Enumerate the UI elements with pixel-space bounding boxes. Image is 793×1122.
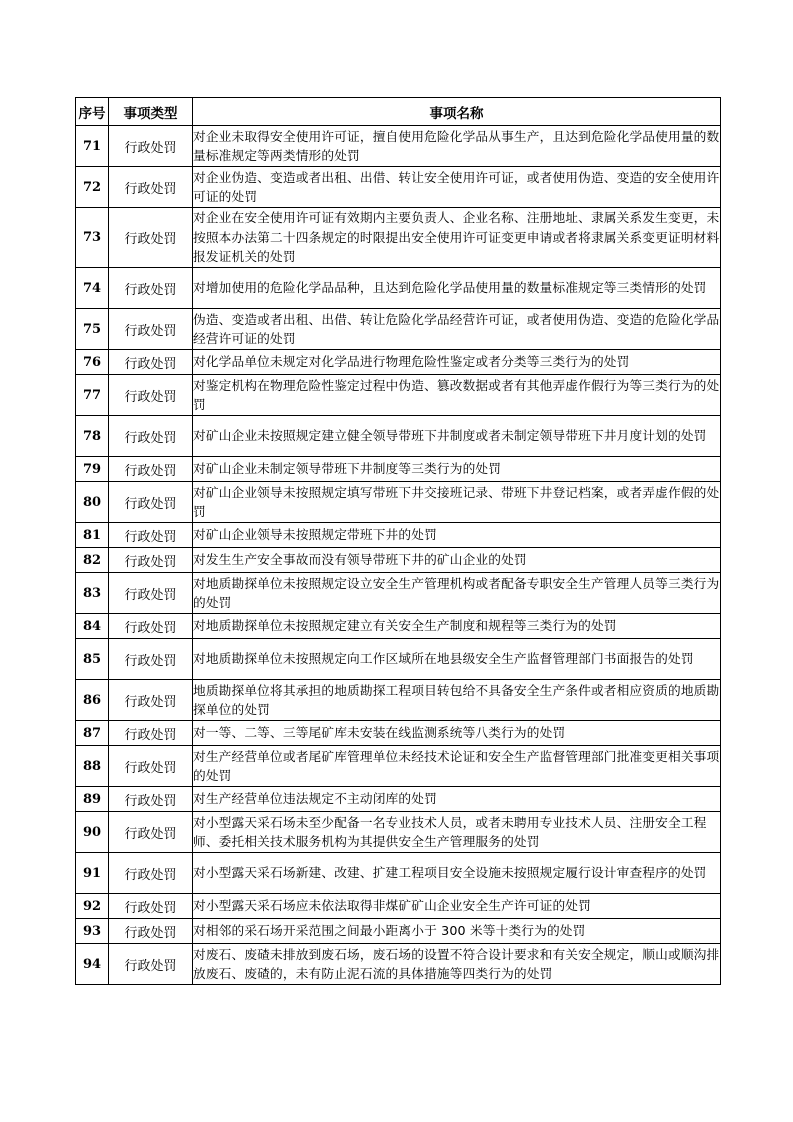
serial-number: 81: [76, 523, 109, 548]
matter-type: 行政处罚: [109, 573, 193, 614]
matter-name: 对增加使用的危险化学品品种，且达到危险化学品使用量的数量标准规定等三类情形的处罚: [193, 268, 721, 309]
serial-number: 93: [76, 919, 109, 944]
table-row: [76, 787, 721, 812]
matter-type: 行政处罚: [109, 853, 193, 894]
table-row: [76, 680, 721, 721]
matter-type: 行政处罚: [109, 944, 193, 985]
matter-name: 对企业未取得安全使用许可证，擅自使用危险化学品从事生产，且达到危险化学品使用量的数量标准规定等两类情形的处罚: [193, 126, 721, 167]
matter-type: 行政处罚: [109, 787, 193, 812]
matter-name: 对矿山企业领导未按照规定填写带班下井交接班记录、带班下井登记档案，或者弄虚作假的处罚: [193, 482, 721, 523]
serial-number: 75: [76, 309, 109, 350]
serial-number: 92: [76, 894, 109, 919]
matter-name: 对鉴定机构在物理危险性鉴定过程中伪造、篡改数据或者有其他弄虚作假行为等三类行为的处罚: [193, 375, 721, 416]
header-matter-name: 事项名称: [193, 98, 721, 126]
matter-type: 行政处罚: [109, 208, 193, 268]
matter-type: 行政处罚: [109, 894, 193, 919]
table-row: [76, 126, 721, 167]
serial-number: 71: [76, 126, 109, 167]
matter-name: 对地质勘探单位未按照规定建立有关安全生产制度和规程等三类行为的处罚: [193, 614, 721, 639]
table-row: [76, 919, 721, 944]
matter-name: 伪造、变造或者出租、出借、转让危险化学品经营许可证，或者使用伪造、变造的危险化学品经营许可证的处罚: [193, 309, 721, 350]
matter-name: 对一等、二等、三等尾矿库未安装在线监测系统等八类行为的处罚: [193, 721, 721, 746]
document-page: [75, 97, 720, 985]
matter-type: 行政处罚: [109, 523, 193, 548]
serial-number: 83: [76, 573, 109, 614]
serial-number: 86: [76, 680, 109, 721]
serial-number: 91: [76, 853, 109, 894]
matter-type: 行政处罚: [109, 350, 193, 375]
serial-number: 87: [76, 721, 109, 746]
matter-name: 对企业伪造、变造或者出租、出借、转让安全使用许可证，或者使用伪造、变造的安全使用许可证的处罚: [193, 167, 721, 208]
serial-number: 88: [76, 746, 109, 787]
matter-type: 行政处罚: [109, 680, 193, 721]
table-row: [76, 548, 721, 573]
serial-number: 72: [76, 167, 109, 208]
matter-type: 行政处罚: [109, 126, 193, 167]
serial-number: 73: [76, 208, 109, 268]
matter-type: 行政处罚: [109, 416, 193, 457]
serial-number: 77: [76, 375, 109, 416]
matter-type: 行政处罚: [109, 614, 193, 639]
matter-type: 行政处罚: [109, 812, 193, 853]
matter-name: 对废石、废碴未排放到废石场，废石场的设置不符合设计要求和有关安全规定，顺山或顺沟排放废石、废碴的，未有防止泥石流的具体措施等四类行为的处罚: [193, 944, 721, 985]
serial-number: 78: [76, 416, 109, 457]
table-row: [76, 523, 721, 548]
matter-name: 对化学品单位未规定对化学品进行物理危险性鉴定或者分类等三类行为的处罚: [193, 350, 721, 375]
table-row: [76, 416, 721, 457]
table-row: [76, 853, 721, 894]
serial-number: 82: [76, 548, 109, 573]
serial-number: 74: [76, 268, 109, 309]
table-row: [76, 721, 721, 746]
matter-type: 行政处罚: [109, 482, 193, 523]
header-matter-type: 事项类型: [109, 98, 193, 126]
serial-number: 94: [76, 944, 109, 985]
serial-number: 80: [76, 482, 109, 523]
matter-name: 对矿山企业领导未按照规定带班下井的处罚: [193, 523, 721, 548]
matter-name: 对矿山企业未按照规定建立健全领导带班下井制度或者未制定领导带班下井月度计划的处罚: [193, 416, 721, 457]
table-row: [76, 894, 721, 919]
matter-type: 行政处罚: [109, 548, 193, 573]
serial-number: 84: [76, 614, 109, 639]
table-header: [76, 98, 721, 126]
serial-number: 89: [76, 787, 109, 812]
table-row: [76, 350, 721, 375]
table-row: [76, 268, 721, 309]
table-row: [76, 167, 721, 208]
matter-name: 对小型露天采石场应未依法取得非煤矿矿山企业安全生产许可证的处罚: [193, 894, 721, 919]
table-row: [76, 457, 721, 482]
matter-type: 行政处罚: [109, 375, 193, 416]
table-row: [76, 614, 721, 639]
table-row: [76, 208, 721, 268]
matter-name: 地质勘探单位将其承担的地质勘探工程项目转包给不具备安全生产条件或者相应资质的地质勘探单位的处罚: [193, 680, 721, 721]
matter-type: 行政处罚: [109, 746, 193, 787]
matter-type: 行政处罚: [109, 721, 193, 746]
matter-name: 对生产经营单位或者尾矿库管理单位未经技术论证和安全生产监督管理部门批准变更相关事项的处罚: [193, 746, 721, 787]
matter-name: 对小型露天采石场新建、改建、扩建工程项目安全设施未按照规定履行设计审查程序的处罚: [193, 853, 721, 894]
matter-name: 对地质勘探单位未按照规定向工作区域所在地县级安全生产监督管理部门书面报告的处罚: [193, 639, 721, 680]
matter-name: 对生产经营单位违法规定不主动闭库的处罚: [193, 787, 721, 812]
serial-number: 79: [76, 457, 109, 482]
table-row: [76, 375, 721, 416]
header-row: [76, 98, 721, 126]
table-row: [76, 482, 721, 523]
matter-type: 行政处罚: [109, 167, 193, 208]
table-row: [76, 639, 721, 680]
matter-name: 对矿山企业未制定领导带班下井制度等三类行为的处罚: [193, 457, 721, 482]
serial-number: 76: [76, 350, 109, 375]
table-row: [76, 309, 721, 350]
serial-number: 85: [76, 639, 109, 680]
matter-name: 对地质勘探单位未按照规定设立安全生产管理机构或者配备专职安全生产管理人员等三类行为的处罚: [193, 573, 721, 614]
matter-type: 行政处罚: [109, 457, 193, 482]
header-serial-number: 序号: [76, 98, 109, 126]
table-row: [76, 812, 721, 853]
matters-table: [75, 97, 721, 985]
matter-name: 对相邻的采石场开采范围之间最小距离小于 300 米等十类行为的处罚: [193, 919, 721, 944]
matter-type: 行政处罚: [109, 268, 193, 309]
table-row: [76, 944, 721, 985]
matter-name: 对小型露天采石场未至少配备一名专业技术人员，或者未聘用专业技术人员、注册安全工程师、委托相关技术服务机构为其提供安全生产管理服务的处罚: [193, 812, 721, 853]
table-row: [76, 746, 721, 787]
serial-number: 90: [76, 812, 109, 853]
matter-type: 行政处罚: [109, 639, 193, 680]
table-body: [76, 126, 721, 985]
matter-type: 行政处罚: [109, 919, 193, 944]
matter-type: 行政处罚: [109, 309, 193, 350]
table-row: [76, 573, 721, 614]
matter-name: 对企业在安全使用许可证有效期内主要负责人、企业名称、注册地址、隶属关系发生变更，未按照本办法第二十四条规定的时限提出安全使用许可证变更申请或者将隶属关系变更证明材料报发证机关的处罚: [193, 208, 721, 268]
matter-name: 对发生生产安全事故而没有领导带班下井的矿山企业的处罚: [193, 548, 721, 573]
